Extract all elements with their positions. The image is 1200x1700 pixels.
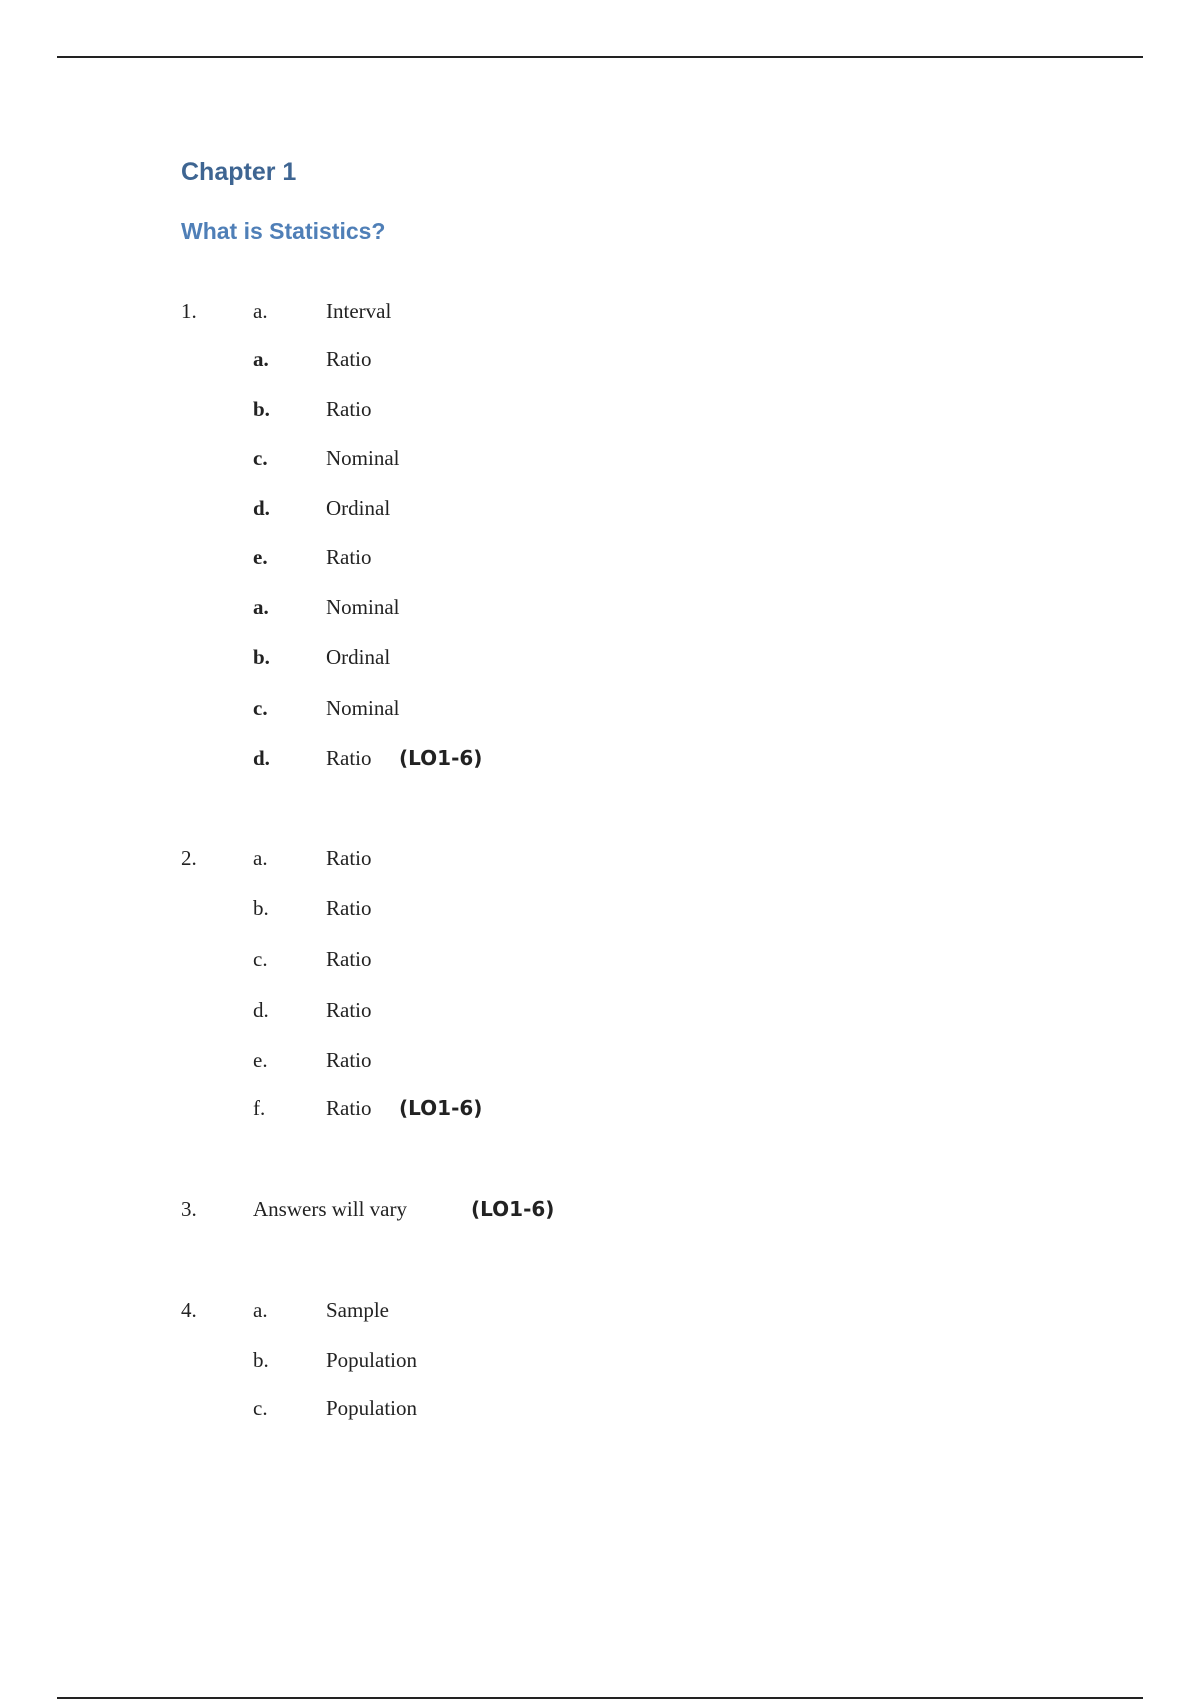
bottom-rule xyxy=(57,1697,1143,1699)
item-letter: b. xyxy=(253,645,270,669)
item-answer: Ratio xyxy=(326,998,372,1022)
item-letter: e. xyxy=(253,1048,268,1072)
item-answer: Ratio xyxy=(326,347,372,371)
item-letter: a. xyxy=(253,299,268,323)
item-letter: b. xyxy=(253,1348,269,1372)
chapter-title: Chapter 1 xyxy=(181,158,297,186)
item-letter: a. xyxy=(253,1298,268,1322)
question-number: 2. xyxy=(181,846,197,870)
item-answer: Ordinal xyxy=(326,645,391,669)
learning-objective-tag: (LO1-6) xyxy=(399,746,483,770)
learning-objective-tag: (LO1-6) xyxy=(399,1096,483,1120)
item-letter: c. xyxy=(253,446,268,470)
item-letter: d. xyxy=(253,496,270,520)
item-answer: Ratio xyxy=(326,896,372,920)
item-letter: d. xyxy=(253,746,270,770)
chapter-subtitle: What is Statistics? xyxy=(181,218,386,244)
item-answer: Answers will vary xyxy=(253,1197,407,1221)
item-letter: d. xyxy=(253,998,269,1022)
item-letter: a. xyxy=(253,595,269,619)
item-letter: a. xyxy=(253,347,269,371)
top-rule xyxy=(57,56,1143,58)
item-answer: Ratio xyxy=(326,846,372,870)
item-letter: a. xyxy=(253,846,268,870)
item-answer: Nominal xyxy=(326,446,400,470)
item-answer: Ordinal xyxy=(326,496,391,520)
item-answer: Nominal xyxy=(326,595,400,619)
learning-objective-tag: (LO1-6) xyxy=(471,1197,555,1221)
item-answer: Ratio xyxy=(326,947,372,971)
item-answer: Ratio xyxy=(326,746,372,770)
item-answer: Population xyxy=(326,1348,418,1372)
item-answer: Ratio xyxy=(326,1096,372,1120)
item-letter: f. xyxy=(253,1096,266,1120)
question-number: 1. xyxy=(181,299,197,323)
item-answer: Interval xyxy=(326,299,392,323)
item-answer: Ratio xyxy=(326,1048,372,1072)
item-letter: b. xyxy=(253,397,270,421)
item-letter: e. xyxy=(253,545,268,569)
item-letter: c. xyxy=(253,947,268,971)
item-answer: Ratio xyxy=(326,397,372,421)
item-letter: b. xyxy=(253,896,269,920)
question-number: 4. xyxy=(181,1298,197,1322)
item-answer: Population xyxy=(326,1396,418,1420)
item-letter: c. xyxy=(253,696,268,720)
item-letter: c. xyxy=(253,1396,268,1420)
question-number: 3. xyxy=(181,1197,197,1221)
item-answer: Nominal xyxy=(326,696,400,720)
item-answer: Ratio xyxy=(326,545,372,569)
item-answer: Sample xyxy=(326,1298,389,1322)
